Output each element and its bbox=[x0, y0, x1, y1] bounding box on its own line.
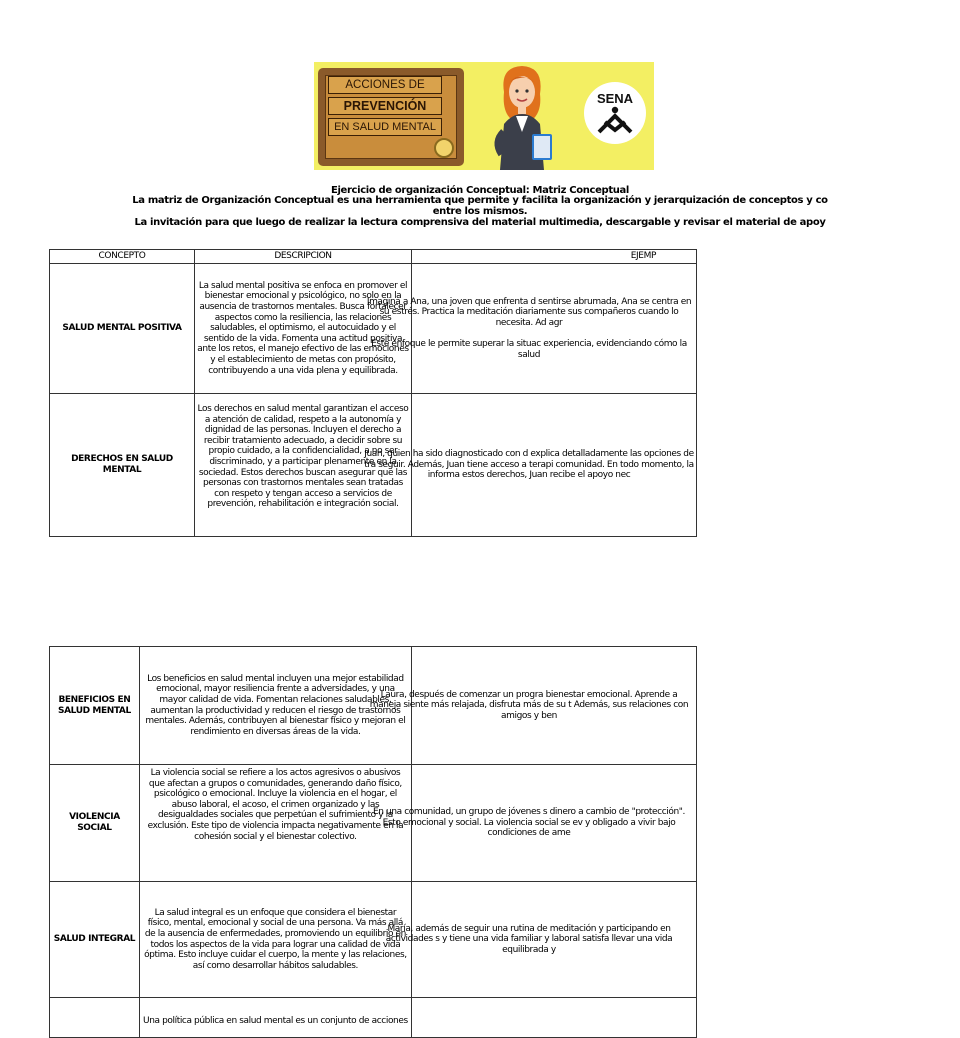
prevention-sign bbox=[318, 68, 464, 166]
example-cell bbox=[385, 882, 696, 998]
concept-cell: BENEFICIOS EN SALUD MENTAL bbox=[50, 647, 140, 765]
table-row bbox=[50, 765, 697, 882]
example-cell bbox=[366, 264, 696, 394]
example-text: María, además de seguir una rutina de meditación y participando en actividades s y tiene una vida familiar y laboral satisfa llevar una vida equilibrada y bbox=[385, 923, 673, 955]
example-text: Laura, después de comenzar un progra bienestar emocional. Aprende a maneja siente más relajada, disfruta más de su t Además, sus relaciones con amigos y ben bbox=[369, 689, 689, 721]
table-row bbox=[50, 647, 697, 765]
medal-icon bbox=[434, 138, 454, 158]
intro-line-1: La matriz de Organización Conceptual es una herramienta que permite y facilita la organización y jerarquización de conceptos y co bbox=[132, 195, 828, 206]
concept-cell: DERECHOS EN SALUD MENTAL bbox=[50, 394, 195, 537]
concept-cell: SALUD INTEGRAL bbox=[50, 882, 140, 998]
businesswoman-illustration bbox=[482, 62, 562, 170]
sena-logo-text: SENA bbox=[596, 91, 634, 106]
description-cell: Los beneficios en salud mental incluyen una mejor estabilidad emocional, mayor resiliencia frente a adversidades, y una mayor calidad de vida. Fomentan relaciones saludables, aumentan la productividad y reducen el riesgo de trastornos mentales. Además, contribuyen al bienestar físico y mejoran el rendimiento en diversas áreas de la vida. bbox=[139, 647, 411, 765]
header-banner bbox=[314, 62, 654, 170]
table-row bbox=[50, 998, 697, 1038]
sign-line-1: ACCIONES DE bbox=[328, 76, 442, 94]
intro-line-3: La invitación para que luego de realizar la lectura comprensiva del material multimedia, descargable y revisar el material de apoy bbox=[134, 217, 826, 228]
concept-cell: VIOLENCIA SOCIAL bbox=[50, 765, 140, 882]
description-cell: La violencia social se refiere a los actos agresivos o abusivos que afectan a grupos o comunidades, generando daño físico, psicológico o emocional. Incluye la violencia en el hogar, el abuso laboral, el acoso, el crimen organizado y las desigualdades sociales que perpetúan el sufrimiento y la exclusión. Este tipo de violencia impacta negativamente en la cohesión social y el bienestar colectivo. bbox=[139, 765, 411, 882]
intro-line-2: entre los mismos. bbox=[432, 206, 528, 217]
sena-logo bbox=[584, 82, 646, 144]
exercise-title: Ejercicio de organización Conceptual: Matriz Conceptual bbox=[330, 185, 630, 196]
column-header-descripcion: DESCRIPCION bbox=[194, 250, 411, 264]
description-cell: La salud integral es un enfoque que considera el bienestar físico, mental, emocional y social de una persona. Va más allá de la ausencia de enfermedades, promoviendo un equilibrio en todos los aspectos de la vida para lograr una calidad de vida óptima. Esto incluye cuidar el cuerpo, la mente y las relaciones, así como desarrollar hábitos saludables. bbox=[139, 882, 411, 998]
example-cell bbox=[364, 394, 696, 537]
table-row bbox=[50, 264, 697, 394]
concept-cell bbox=[50, 998, 140, 1038]
example-text: En una comunidad, un grupo de jóvenes s dinero a cambio de "protección". Esto emocional y social. La violencia social se ev y obligado a vivir bajo condiciones de ame bbox=[372, 807, 685, 839]
column-header-ejemplo: EJEMP bbox=[411, 250, 696, 264]
concept-cell: SALUD MENTAL POSITIVA bbox=[50, 264, 195, 394]
example-text: Imagina a Ana, una joven que enfrenta d sentirse abrumada, Ana se centra en su estrés. Practica la meditación diariamente sus compañeros cuando lo necesita. Ad agr Este enfoque le permite superar la situac experiencia, evidenciando cómo la salud bbox=[366, 296, 692, 360]
concept-matrix-table-continued bbox=[49, 646, 697, 1038]
example-text: Juan, quien ha sido diagnosticado con d explica detalladamente las opciones de tra seguir. Además, Juan tiene acceso a terapi comunidad. En todo momento, la informa estos derechos, Juan recibe el apoyo nec bbox=[364, 449, 694, 481]
sign-line-2: PREVENCIÓN bbox=[328, 97, 442, 115]
example-cell bbox=[369, 647, 696, 765]
concept-matrix-table bbox=[49, 249, 697, 537]
example-cell bbox=[372, 765, 696, 882]
table-row bbox=[50, 394, 697, 537]
description-cell: Los derechos en salud mental garantizan el acceso a atención de calidad, respeto a la autonomía y dignidad de las personas. Incluyen el derecho a recibir tratamiento adecuado, a decidir sobre su propio cuidado, a la confidencialidad, a no ser discriminado, y a participar plenamente en la sociedad. Estos derechos buscan asegurar que las personas con trastornos mentales sean tratadas con respeto y tengan acceso a servicios de prevención, rehabilitación e integración social. bbox=[194, 394, 411, 537]
column-header-concepto: CONCEPTO bbox=[50, 250, 195, 264]
sena-mark-icon bbox=[595, 106, 635, 134]
table-row bbox=[50, 882, 697, 998]
description-cell: La salud mental positiva se enfoca en promover el bienestar emocional y psicológico, no solo en la ausencia de trastornos mentales. Busca fortalecer aspectos como la resiliencia, las relaciones saludables, el optimismo, el autocuidado y el sentido de la vida. Fomenta una actitud positiva ante los retos, el manejo efectivo de las emociones y el establecimiento de metas con propósito, contribuyendo a una vida plena y equilibrada. bbox=[194, 264, 411, 394]
sign-line-3: EN SALUD MENTAL bbox=[328, 118, 442, 136]
description-cell: Una política pública en salud mental es un conjunto de acciones bbox=[139, 998, 411, 1038]
example-cell bbox=[411, 998, 696, 1038]
table-header-row bbox=[50, 250, 697, 264]
